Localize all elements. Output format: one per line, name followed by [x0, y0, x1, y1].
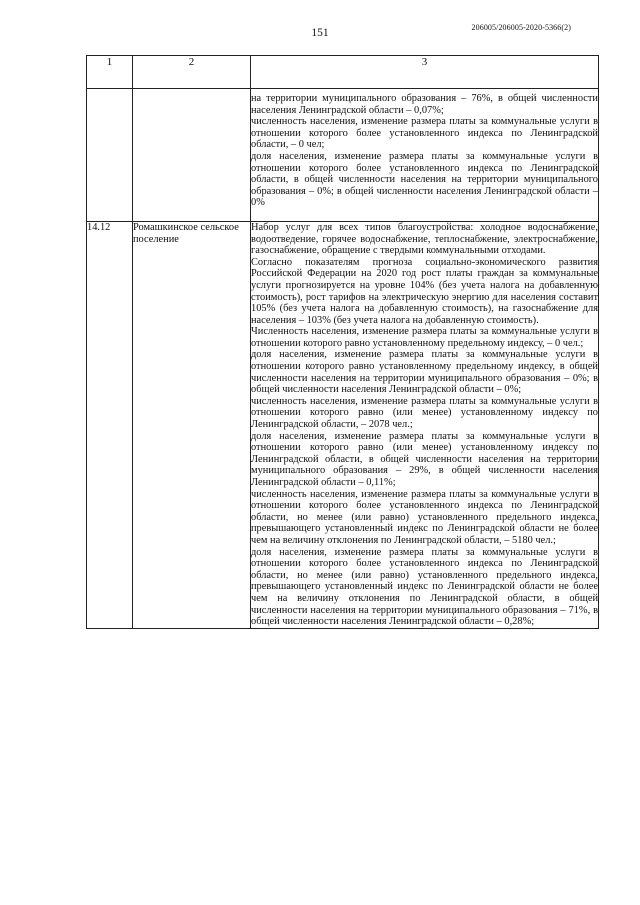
paragraph: доля населения, изменение размера платы за коммунальные услуги в отношении которого равно установленному предельному индексу, в общей численности населения на территории муниципального образования – 0%; в общей численности населения Ленинградской области – 0%;: [251, 349, 598, 396]
column-header-2: 2: [133, 56, 251, 89]
paragraph: доля населения, изменение размера платы за коммунальные услуги в отношении которого равно (или менее) установленному индексу по Ленинградской области, в общей численности населения на территории муниципального образования – 29%, в общей численности населения Ленинградской области – 0,11%;: [251, 430, 598, 488]
document-code: 206005/206005-2020-5366(2): [471, 23, 571, 32]
row-number-cell: [87, 89, 133, 222]
table-row-14-12: [87, 221, 599, 628]
table-header-row: [87, 56, 599, 89]
page-number: 151: [311, 27, 329, 39]
column-header-1: 1: [87, 56, 133, 89]
column-header-3: 3: [251, 56, 599, 89]
paragraph: доля населения, изменение размера платы за коммунальные услуги в отношении которого более установленного индекса по Ленинградской области, но менее (или равно) установленного предельного индекса, превышающего установленный индекс по Ленинградской области не более чем на величину отклонения по Ленинградской области, в общей численности населения на территории муниципального образования – 71%, в общей численности населения Ленинградской области – 0,28%;: [251, 546, 598, 628]
paragraph: Численность населения, изменение размера платы за коммунальные услуги в отношении которого равно установленному предельному индексу, – 0 чел.;: [251, 326, 598, 349]
row-text-cell: [251, 221, 599, 628]
row-name-cell: Ромашкинское сельское поселение: [133, 221, 251, 628]
paragraph: Набор услуг для всех типов благоустройства: холодное водоснабжение, водоотведение, горячее водоснабжение, теплоснабжение, электроснабжение, газоснабжение, обращение с твердыми коммунальными отходами.: [251, 221, 598, 257]
paragraph: численность населения, изменение размера платы за коммунальные услуги в отношении которого более установленного индекса по Ленинградской области, но менее (или равно) установленного предельного индекса, превышающего установленный индекс по Ленинградской области не более чем на величину отклонения по Ленинградской области, – 5180 чел.;: [251, 488, 598, 546]
paragraph: доля населения, изменение размера платы за коммунальные услуги в отношении которого более установленного индекса по Ленинградской области, в общей численности населения на территории муниципального образования – 0%; в общей численности населения Ленинградской области – 0%: [251, 150, 598, 209]
row-name-cell: [133, 89, 251, 222]
paragraph: Согласно показателям прогноза социально-экономического развития Российской Федерации на 2020 год рост платы граждан за коммунальные услуги прогнозируется на уровне 104% (без учета налога на добавленную стоимость), рост тарифов на электрическую энергию для населения составит 105% (без учета налога на добавленную стоимость), на газоснабжение для населения – 103% (без учета налога на добавленную стоимость).: [251, 256, 598, 326]
row-text-cell: [251, 89, 599, 222]
paragraph: численность населения, изменение размера платы за коммунальные услуги в отношении которого более установленного индекса по Ленинградской области, – 0 чел;: [251, 116, 598, 151]
paragraph: численность населения, изменение размера платы за коммунальные услуги в отношении которого равно (или менее) установленному индексу по Ленинградской области, – 2078 чел.;: [251, 395, 598, 431]
document-table: [86, 55, 599, 629]
paragraph: на территории муниципального образования – 76%, в общей численности населения Ленинградской области – 0,07%;: [251, 93, 598, 116]
row-number-cell: 14.12: [87, 221, 133, 628]
table-row-continuation: [87, 89, 599, 222]
